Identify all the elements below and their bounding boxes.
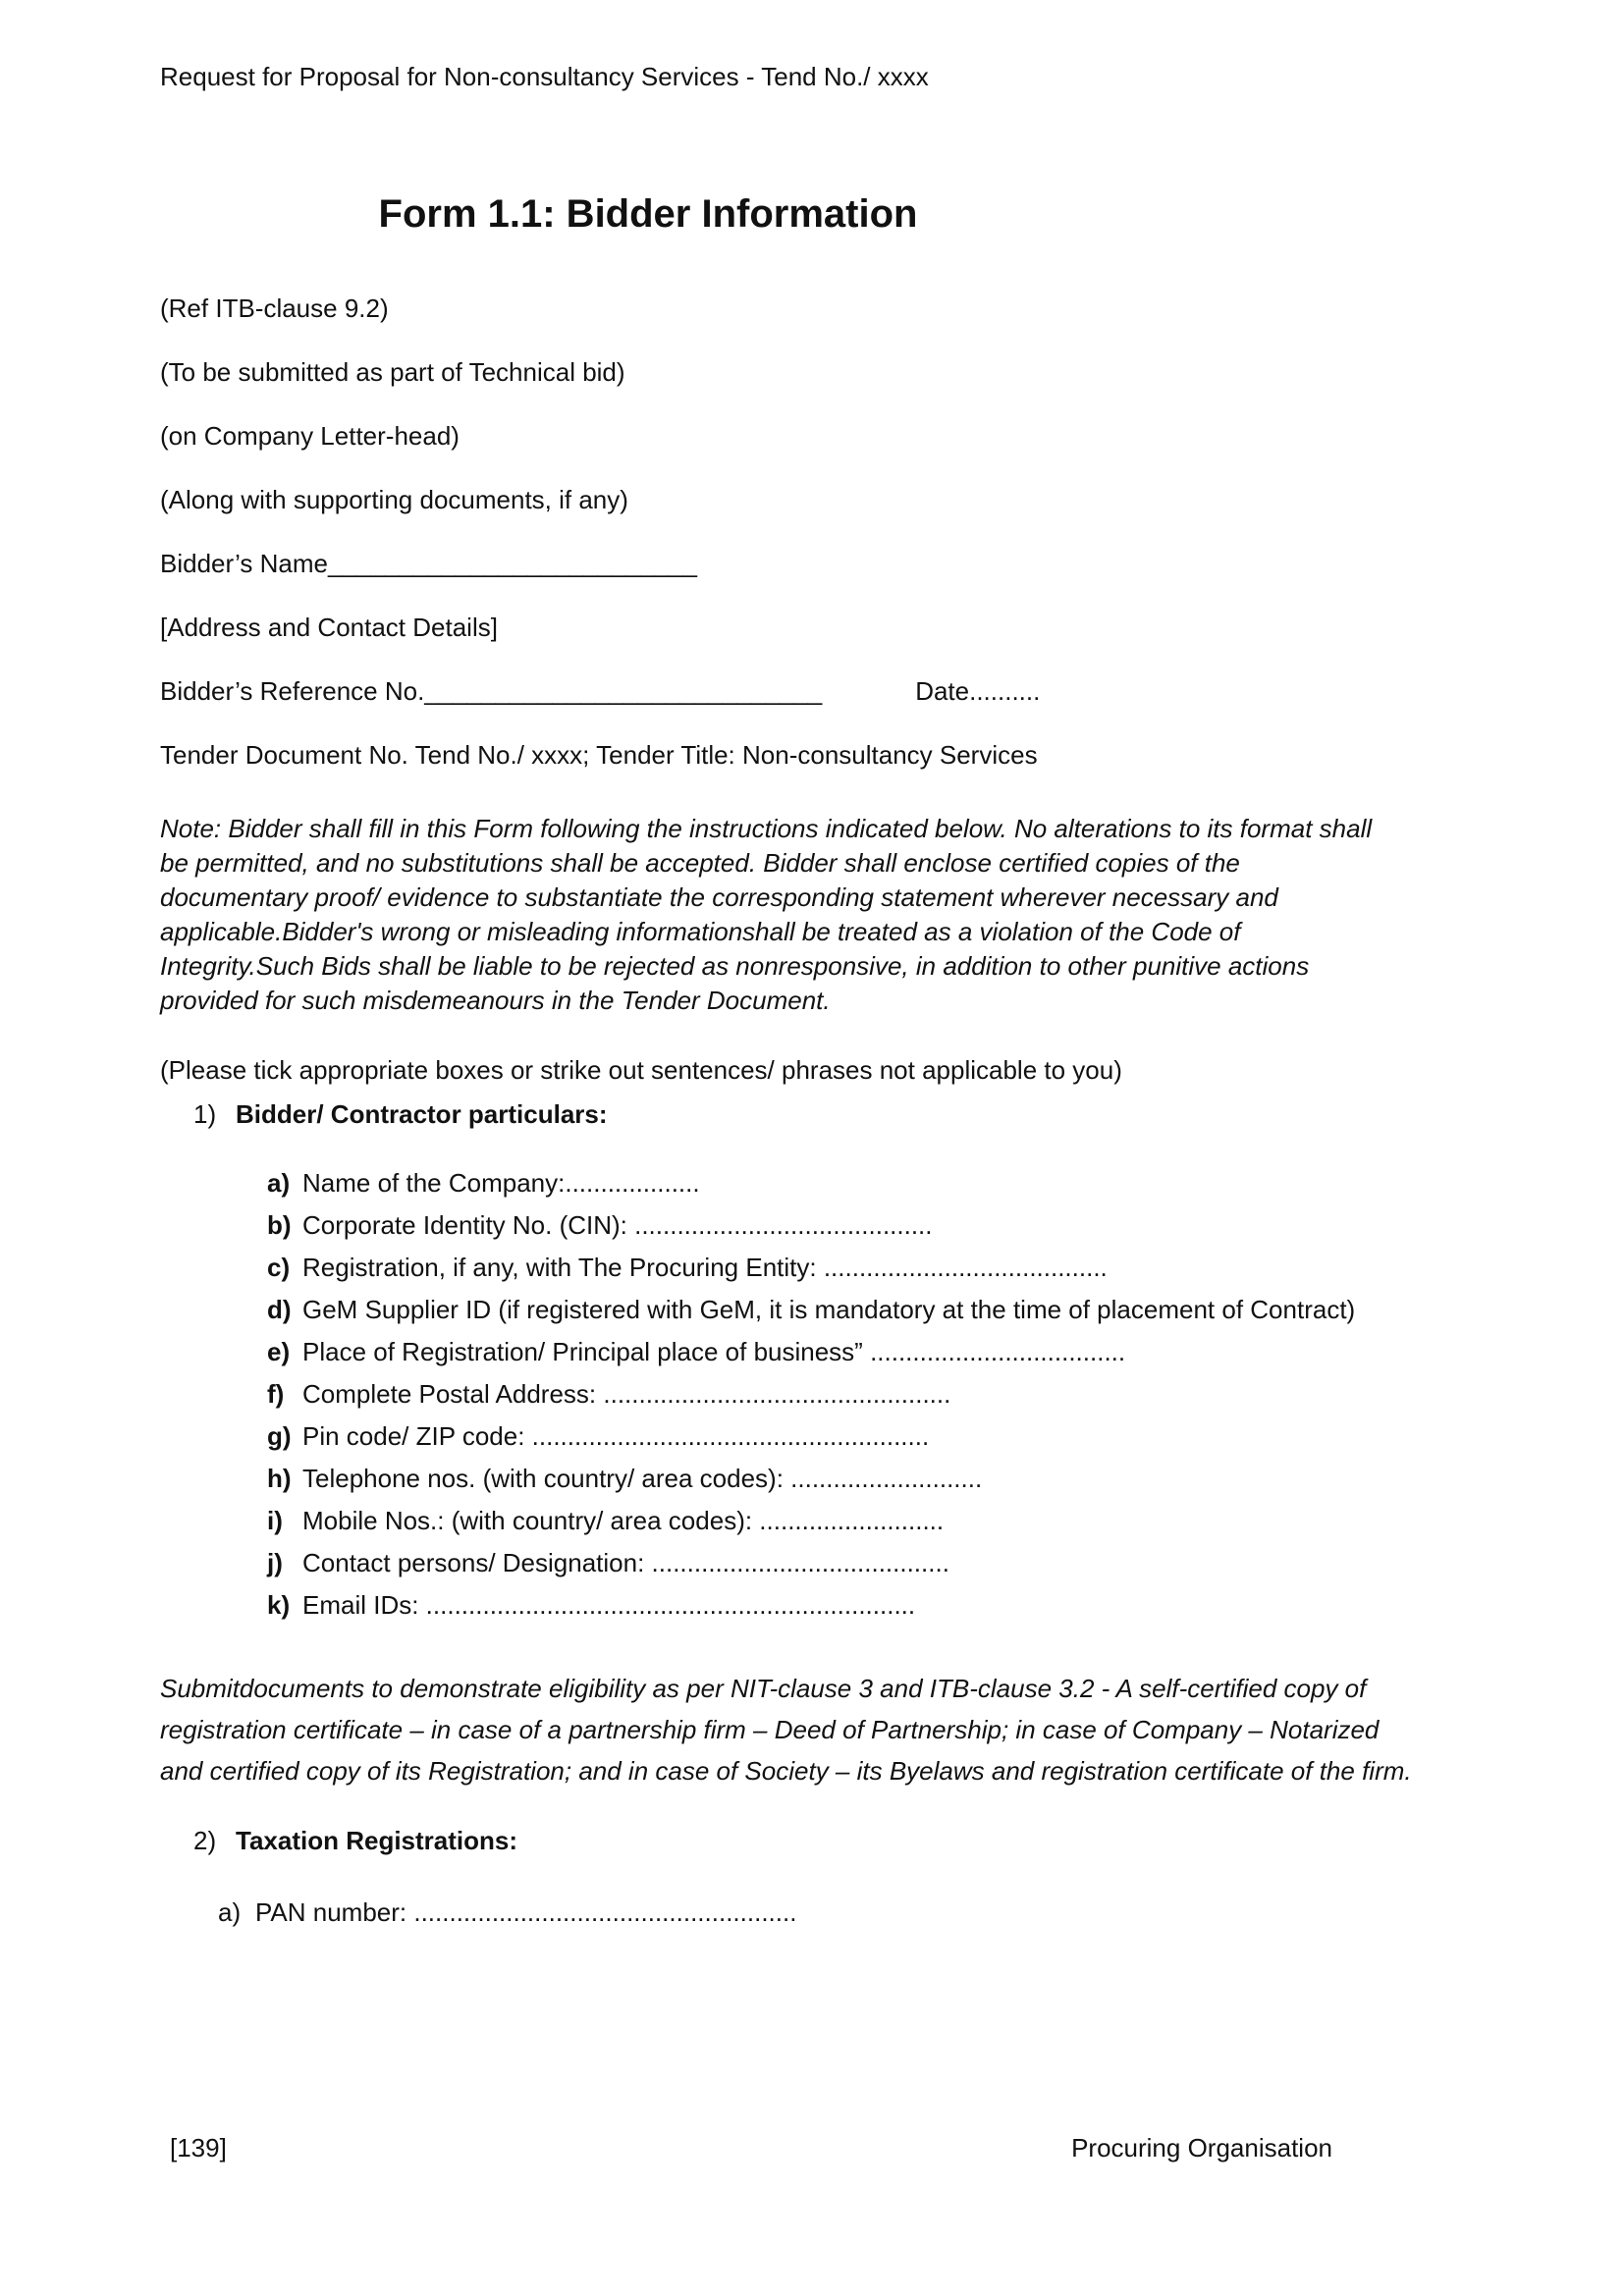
bidder-name-line: [160, 548, 1464, 579]
section-1-heading: [193, 1098, 1464, 1130]
item-letter: i): [267, 1506, 283, 1535]
item-letter: f): [267, 1379, 285, 1409]
item-letter: k): [267, 1590, 291, 1620]
address-contact-line: [Address and Contact Details]: [160, 613, 498, 642]
item-text: GeM Supplier ID (if registered with GeM, it is mandatory at the time of placement of Contract): [302, 1295, 1356, 1324]
letterhead-line: (on Company Letter-head): [160, 421, 460, 451]
item-letter: j): [267, 1548, 283, 1577]
reference-label: Bidder’s Reference No.: [160, 676, 425, 706]
supporting-docs-line: (Along with supporting documents, if any): [160, 485, 628, 514]
form-title: Form 1.1: Bidder Information: [378, 192, 918, 236]
page-number: [139]: [170, 2133, 227, 2163]
tick-instruction-line: (Please tick appropriate boxes or strike out sentences/ phrases not applicable to you): [160, 1055, 1122, 1085]
submit-documents-note: Submitdocuments to demonstrate eligibility as per NIT-clause 3 and ITB-clause 3.2 - A self-certified copy of registration certificate – in case of a partnership firm – Deed of Partnership; in case of Company – Notarized and certified copy of its Registration; and in case of Society – its Byelaws and registration certificate of the firm.: [160, 1674, 1412, 1786]
item-letter: a): [267, 1168, 291, 1198]
date-label: Date..........: [915, 676, 1041, 706]
list-item: [267, 1415, 1464, 1458]
list-item: [267, 1584, 1464, 1627]
item-text: Name of the Company:...................: [302, 1168, 700, 1198]
list-item: [267, 1247, 1464, 1289]
tender-document-line: Tender Document No. Tend No./ xxxx; Tender Title: Non-consultancy Services: [160, 740, 1038, 770]
item-letter: a): [218, 1897, 242, 1927]
list-item: [267, 1458, 1464, 1500]
list-item: [267, 1500, 1464, 1542]
section-1-number: 1): [193, 1099, 217, 1129]
bidder-particulars-list: [267, 1162, 1464, 1627]
item-letter: g): [267, 1421, 292, 1451]
item-text: Email IDs: .....................................................................: [302, 1590, 916, 1620]
section-2-title: Taxation Registrations:: [236, 1826, 518, 1855]
item-text: Place of Registration/ Principal place of business” ....................................: [302, 1337, 1126, 1366]
item-letter: b): [267, 1210, 292, 1240]
item-text: Corporate Identity No. (CIN): ..........................................: [302, 1210, 933, 1240]
item-text: Registration, if any, with The Procuring Entity: ........................................: [302, 1253, 1108, 1282]
item-text: PAN number: ......................................................: [255, 1897, 797, 1927]
item-text: Complete Postal Address: .................................................: [302, 1379, 951, 1409]
note-paragraph: Note: Bidder shall fill in this Form following the instructions indicated below. No alterations to its format shall be permitted, and no substitutions shall be accepted. Bidder shall enclose certified copies of the documentary proof/ evidence to substantiate the corresponding statement wherever necessary and applicable.Bidder's wrong or misleading informationshall be treated as a violation of the Code of Integrity.Such Bids shall be liable to be rejected as nonresponsive, in addition to other punitive actions provided for such misdemeanours in the Tender Document.: [160, 814, 1373, 1015]
bidder-name-blank: __________________________: [328, 549, 697, 578]
section-1-title: Bidder/ Contractor particulars:: [236, 1099, 608, 1129]
list-item: [267, 1204, 1464, 1247]
ref-clause-line: (Ref ITB-clause 9.2): [160, 294, 389, 323]
reference-line: [160, 675, 1464, 707]
item-letter: h): [267, 1464, 292, 1493]
bidder-name-label: Bidder’s Name: [160, 549, 329, 578]
item-letter: c): [267, 1253, 291, 1282]
page-footer: [170, 2132, 1332, 2163]
footer-right-text: Procuring Organisation: [1071, 2133, 1332, 2163]
list-item-pan: [218, 1892, 1464, 1934]
reference-blank: ____________________________: [424, 676, 823, 706]
list-item: [267, 1162, 1464, 1204]
list-item: [267, 1542, 1464, 1584]
running-header: Request for Proposal for Non-consultancy Services - Tend No./ xxxx: [160, 62, 929, 91]
list-item: [267, 1289, 1464, 1331]
item-text: Mobile Nos.: (with country/ area codes): ..........................: [302, 1506, 945, 1535]
item-letter: e): [267, 1337, 291, 1366]
item-letter: d): [267, 1295, 292, 1324]
item-text: Pin code/ ZIP code: ........................................................: [302, 1421, 930, 1451]
list-item: [267, 1331, 1464, 1373]
section-2-heading: [193, 1825, 1464, 1856]
item-text: Telephone nos. (with country/ area codes): ...........................: [302, 1464, 983, 1493]
list-item: [267, 1373, 1464, 1415]
item-text: Contact persons/ Designation: ..........................................: [302, 1548, 949, 1577]
technical-bid-line: (To be submitted as part of Technical bid): [160, 357, 625, 387]
section-2-number: 2): [193, 1826, 217, 1855]
